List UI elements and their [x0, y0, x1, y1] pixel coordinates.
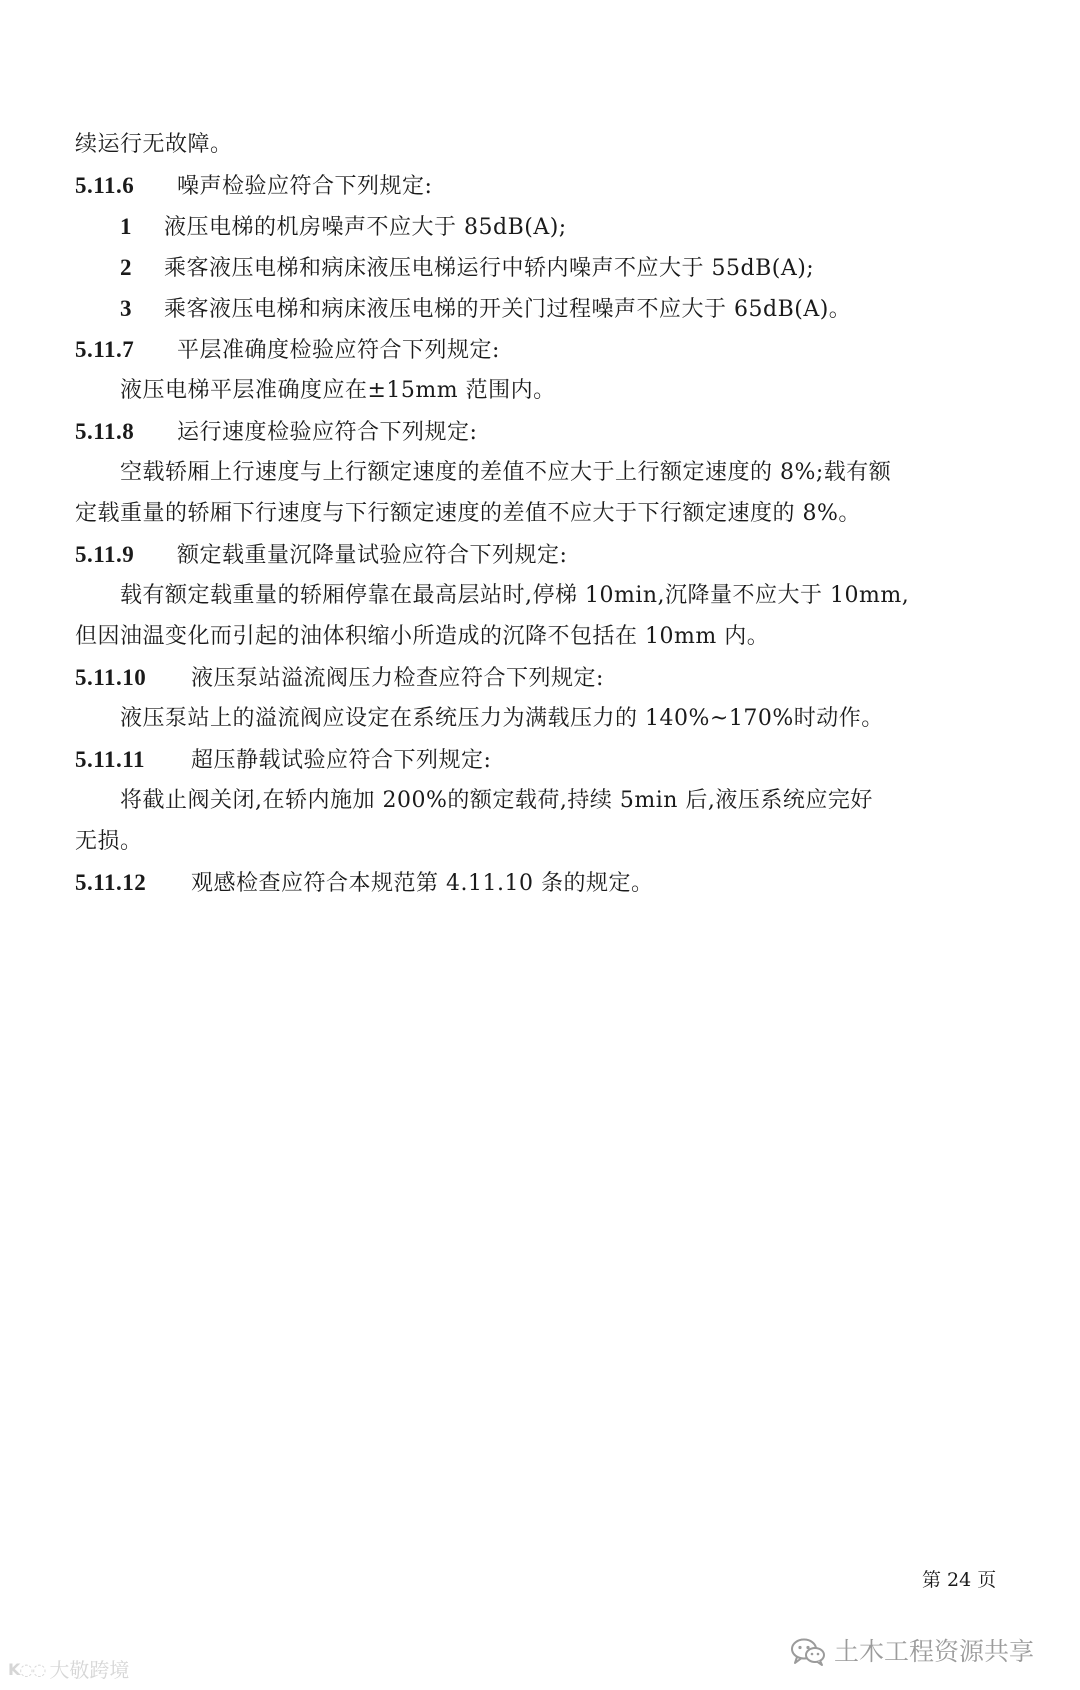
paragraph-text: 将截止阀关闭,在轿内施加 200%的额定载荷,持续 5min 后,液压系统应完好 — [120, 788, 873, 813]
paragraph-line — [120, 458, 891, 488]
paragraph-line — [75, 499, 861, 529]
watermark-logo: K◌◌ — [8, 1660, 46, 1679]
paragraph-text: 空载轿厢上行速度与上行额定速度的差值不应大于上行额定速度的 8%;载有额 — [120, 460, 892, 485]
paragraph-line — [120, 786, 873, 816]
clause-heading: 超压静载试验应符合下列规定: — [191, 748, 492, 773]
list-item — [120, 294, 851, 325]
clause-number: 5.11.10 — [75, 665, 147, 690]
watermark-left — [8, 1657, 129, 1683]
paragraph-line — [120, 704, 884, 734]
paragraph-text: 定载重量的轿厢下行速度与下行额定速度的差值不应大于下行额定速度的 8%。 — [75, 501, 861, 526]
paragraph-text: 续运行无故障。 — [75, 132, 233, 157]
clause-heading: 额定载重量沉降量试验应符合下列规定: — [177, 543, 568, 568]
item-text: 液压电梯的机房噪声不应大于 85dB(A); — [164, 215, 567, 240]
page-number: 第 24 页 — [922, 1569, 997, 1591]
item-text: 乘客液压电梯和病床液压电梯运行中轿内噪声不应大于 55dB(A); — [164, 256, 815, 281]
clause-number: 5.11.6 — [75, 173, 135, 198]
paragraph-line — [120, 376, 556, 406]
paragraph-text: 液压泵站上的溢流阀应设定在系统压力为满载压力的 140%~170%时动作。 — [120, 706, 884, 731]
item-number: 1 — [120, 214, 132, 239]
clause-heading: 运行速度检验应符合下列规定: — [177, 420, 478, 445]
clause-5-11-6 — [75, 171, 432, 202]
clause-5-11-9 — [75, 540, 567, 571]
item-number: 2 — [120, 255, 132, 280]
clause-number: 5.11.7 — [75, 337, 135, 362]
paragraph-line — [75, 827, 143, 857]
clause-5-11-10 — [75, 663, 604, 694]
paragraph-line — [120, 581, 909, 611]
paragraph-line — [75, 622, 769, 652]
list-item — [120, 212, 567, 243]
item-number: 3 — [120, 296, 132, 321]
watermark-left-text: 大敬跨境 — [49, 1658, 130, 1682]
paragraph-text: 无损。 — [75, 829, 143, 854]
watermark-right — [790, 1636, 1034, 1668]
clause-5-11-8 — [75, 417, 477, 448]
clause-5-11-7 — [75, 335, 500, 366]
clause-heading: 噪声检验应符合下列规定: — [177, 174, 433, 199]
clause-heading: 平层准确度检验应符合下列规定: — [177, 338, 500, 363]
item-text: 乘客液压电梯和病床液压电梯的开关门过程噪声不应大于 65dB(A)。 — [164, 297, 852, 322]
clause-5-11-12 — [75, 868, 653, 899]
clause-heading: 观感检查应符合本规范第 4.11.10 条的规定。 — [191, 871, 654, 896]
clause-number: 5.11.12 — [75, 870, 147, 895]
watermark-right-text: 土木工程资源共享 — [834, 1637, 1035, 1666]
continuation-line — [75, 130, 233, 160]
clause-number: 5.11.11 — [75, 747, 145, 772]
wechat-icon — [790, 1637, 826, 1667]
clause-heading: 液压泵站溢流阀压力检查应符合下列规定: — [191, 666, 604, 691]
paragraph-text: 载有额定载重量的轿厢停靠在最高层站时,停梯 10min,沉降量不应大于 10mm, — [120, 583, 910, 608]
paragraph-text: 液压电梯平层准确度应在±15mm 范围内。 — [120, 378, 556, 403]
clause-5-11-11 — [75, 745, 491, 776]
clause-number: 5.11.8 — [75, 419, 135, 444]
paragraph-text: 但因油温变化而引起的油体积缩小所造成的沉降不包括在 10mm 内。 — [75, 624, 770, 649]
list-item — [120, 253, 814, 284]
clause-number: 5.11.9 — [75, 542, 135, 567]
